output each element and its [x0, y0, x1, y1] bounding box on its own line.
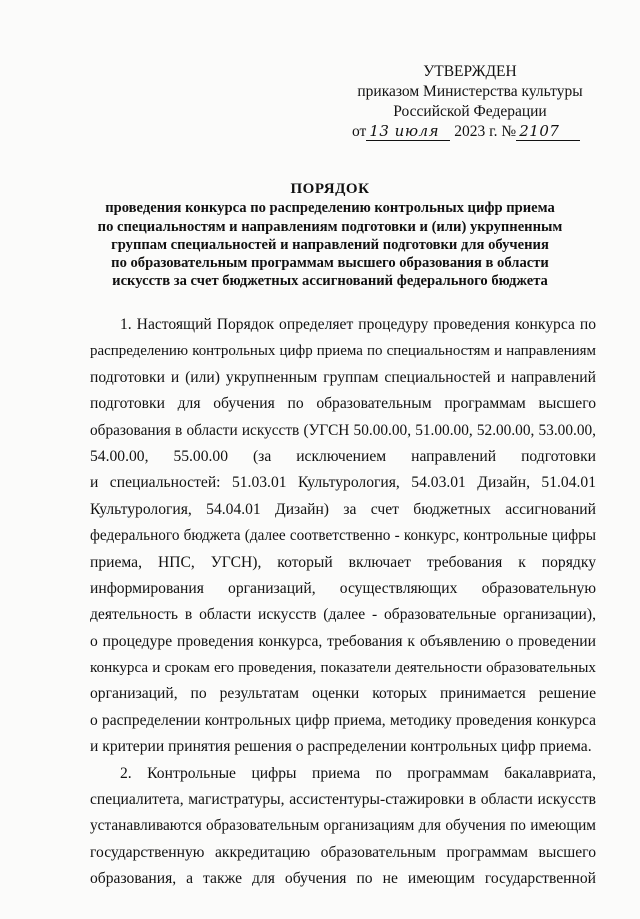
body-line: о распределении контрольных цифр приема, методику проведения конкурса	[90, 711, 596, 729]
body-line: федерального бюджета (далее соответственно - конкурс, контрольные цифры	[90, 527, 596, 545]
body-line: конкурса и срокам его проведения, показатели деятельности образовательных	[90, 660, 596, 677]
body-line: устанавливаются образовательным организациям для обучения по имеющим	[90, 817, 596, 835]
approval-country-line: Российской Федерации	[393, 103, 547, 120]
body-line: и критерии принятия решения о распределении контрольных цифр приема.	[90, 738, 592, 756]
approval-stamp-block	[330, 62, 610, 142]
body-line: Культурология, 54.04.01 Дизайн) за счет бюджетных ассигнований	[90, 500, 596, 518]
body-line: подготовки для обучения по образовательным программам высшего	[90, 395, 596, 413]
body-line: о процедуре проведения конкурса, требования к объявлению о проведении	[90, 632, 596, 650]
heading-line: по образовательным программам высшего образования в области	[111, 255, 549, 272]
body-line: распределению контрольных цифр приема по специальностям и направлениям	[90, 343, 596, 360]
body-line: государственную аккредитацию образовательным программам высшего	[90, 843, 596, 861]
handwritten-order-number: 2107	[516, 123, 580, 141]
body-line: 2. Контрольные цифры приема по программам бакалавриата,	[120, 764, 596, 782]
date-suffix: 2023 г. №	[454, 123, 517, 140]
paragraph-2	[90, 761, 596, 893]
body-line: организаций, по результатам оценки которых принимается решение	[90, 685, 596, 703]
heading-line: по специальностям и направлениям подготовки и (или) укрупненным	[97, 218, 563, 235]
body-line: и специальностей: 51.03.01 Культурология, 54.03.01 Дизайн, 51.04.01	[90, 474, 596, 492]
document-title: ПОРЯДОК	[290, 181, 370, 197]
handwritten-date: 13 июля	[366, 123, 450, 141]
body-line: 1. Настоящий Порядок определяет процедуру проведения конкурса по	[120, 316, 596, 333]
paragraph-1	[90, 312, 596, 761]
body-line: подготовки и (или) укрупненным группам специальностей и направлений	[90, 368, 596, 386]
body-line: приема, НПС, УГСН), который включает требования к порядку	[90, 553, 596, 571]
body-line: специалитета, магистратуры, ассистентуры-стажировки в области искусств	[90, 791, 596, 809]
approval-order-line: приказом Министерства культуры	[357, 83, 583, 100]
document-body	[90, 312, 596, 893]
approved-label: УТВЕРЖДЕН	[423, 63, 517, 80]
approval-date-line	[330, 122, 610, 142]
document-heading	[60, 180, 600, 291]
body-line: образования в области искусств (УГСН 50.00.00, 51.00.00, 52.00.00, 53.00.00,	[90, 421, 596, 439]
heading-line: искусств за счет бюджетных ассигнований федерального бюджета	[112, 273, 548, 290]
body-line: информирования организаций, осуществляющих образовательную	[90, 579, 596, 597]
heading-line: проведения конкурса по распределению контрольных цифр приема	[105, 200, 555, 217]
body-line: 54.00.00, 55.00.00 (за исключением направлений подготовки	[90, 447, 596, 465]
body-line: деятельность в области искусств (далее - образовательные организации),	[90, 606, 596, 624]
date-prefix: от	[352, 123, 367, 140]
heading-line: группам специальностей и направлений подготовки для обучения	[111, 236, 549, 253]
body-line: образования, а также для обучения по не имеющим государственной	[90, 870, 596, 888]
